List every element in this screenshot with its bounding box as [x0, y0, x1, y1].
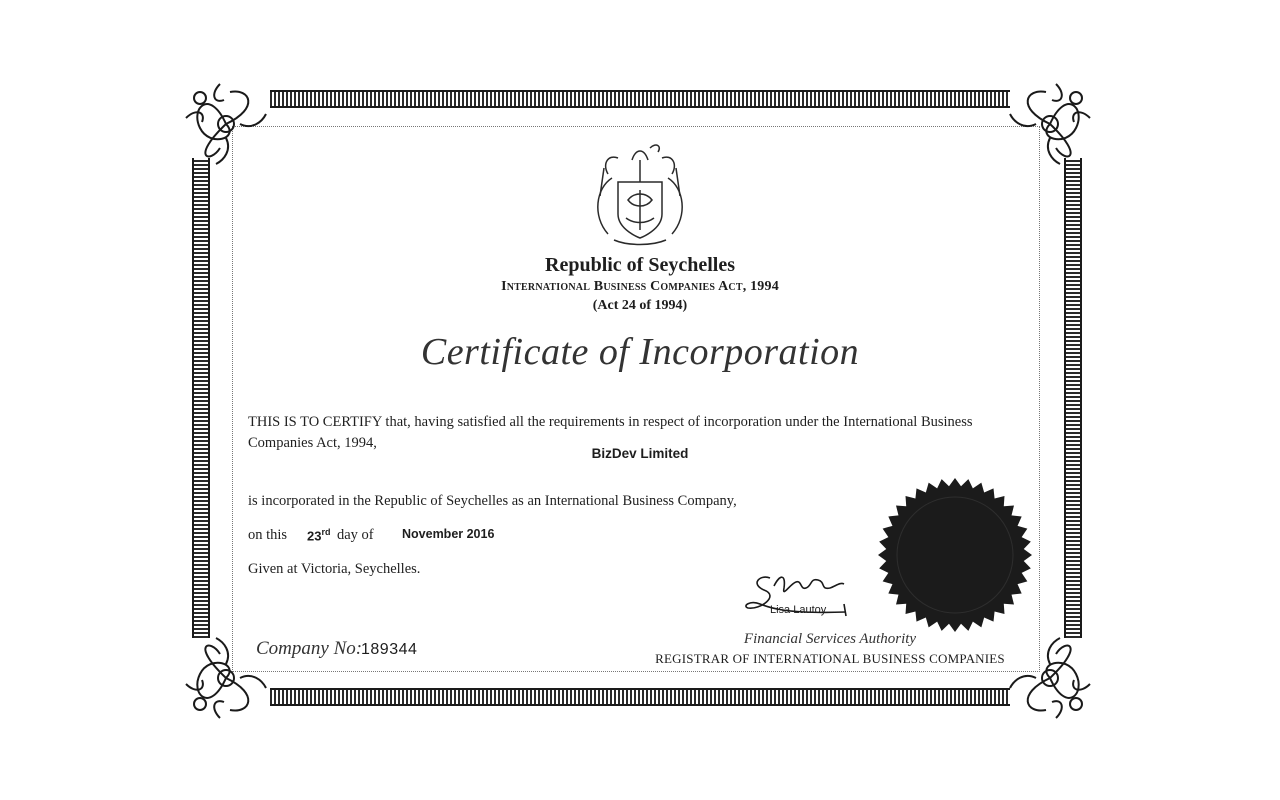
- country-heading: Republic of Seychelles: [545, 254, 735, 276]
- incorporation-day: [307, 527, 330, 543]
- coat-of-arms-icon: [578, 138, 702, 250]
- company-number-label: Company No:: [256, 638, 363, 659]
- day-of-label: day of: [337, 527, 374, 543]
- registrar-title: REGISTRAR OF INTERNATIONAL BUSINESS COMPANIES: [655, 651, 1005, 666]
- left-border-bar: [192, 158, 210, 638]
- certify-paragraph: THIS IS TO CERTIFY that, having satisfied all the requirements in respect of incorporation under the International Business Companies Act, 1994,: [248, 414, 973, 451]
- company-name: BizDev Limited: [591, 446, 689, 461]
- incorporated-paragraph: is incorporated in the Republic of Seychelles as an International Business Company,: [248, 493, 737, 509]
- certificate-title: Certificate of Incorporation: [420, 331, 860, 373]
- act-number-heading: (Act 24 of 1994): [592, 298, 688, 313]
- authority-name: Financial Services Authority: [743, 631, 917, 647]
- given-at-text: Given at Victoria, Seychelles.: [248, 561, 421, 577]
- corner-ornament-top-right: [1004, 78, 1096, 170]
- signatory-name: Lisa Lautoy: [770, 604, 827, 616]
- corner-ornament-bottom-right: [1004, 632, 1096, 724]
- company-number: 189344: [361, 641, 418, 658]
- act-name-heading: International Business Companies Act, 1994: [501, 279, 779, 294]
- top-border-bar: [270, 90, 1010, 108]
- incorporation-month-year: November 2016: [402, 527, 495, 541]
- right-border-bar: [1064, 158, 1082, 638]
- on-this-label: on this: [248, 527, 288, 543]
- official-seal-icon: [876, 476, 1034, 634]
- day-suffix: rd: [321, 527, 331, 537]
- day-number: 23: [307, 528, 322, 544]
- corner-ornament-top-left: [180, 78, 272, 170]
- bottom-border-bar: [270, 688, 1010, 706]
